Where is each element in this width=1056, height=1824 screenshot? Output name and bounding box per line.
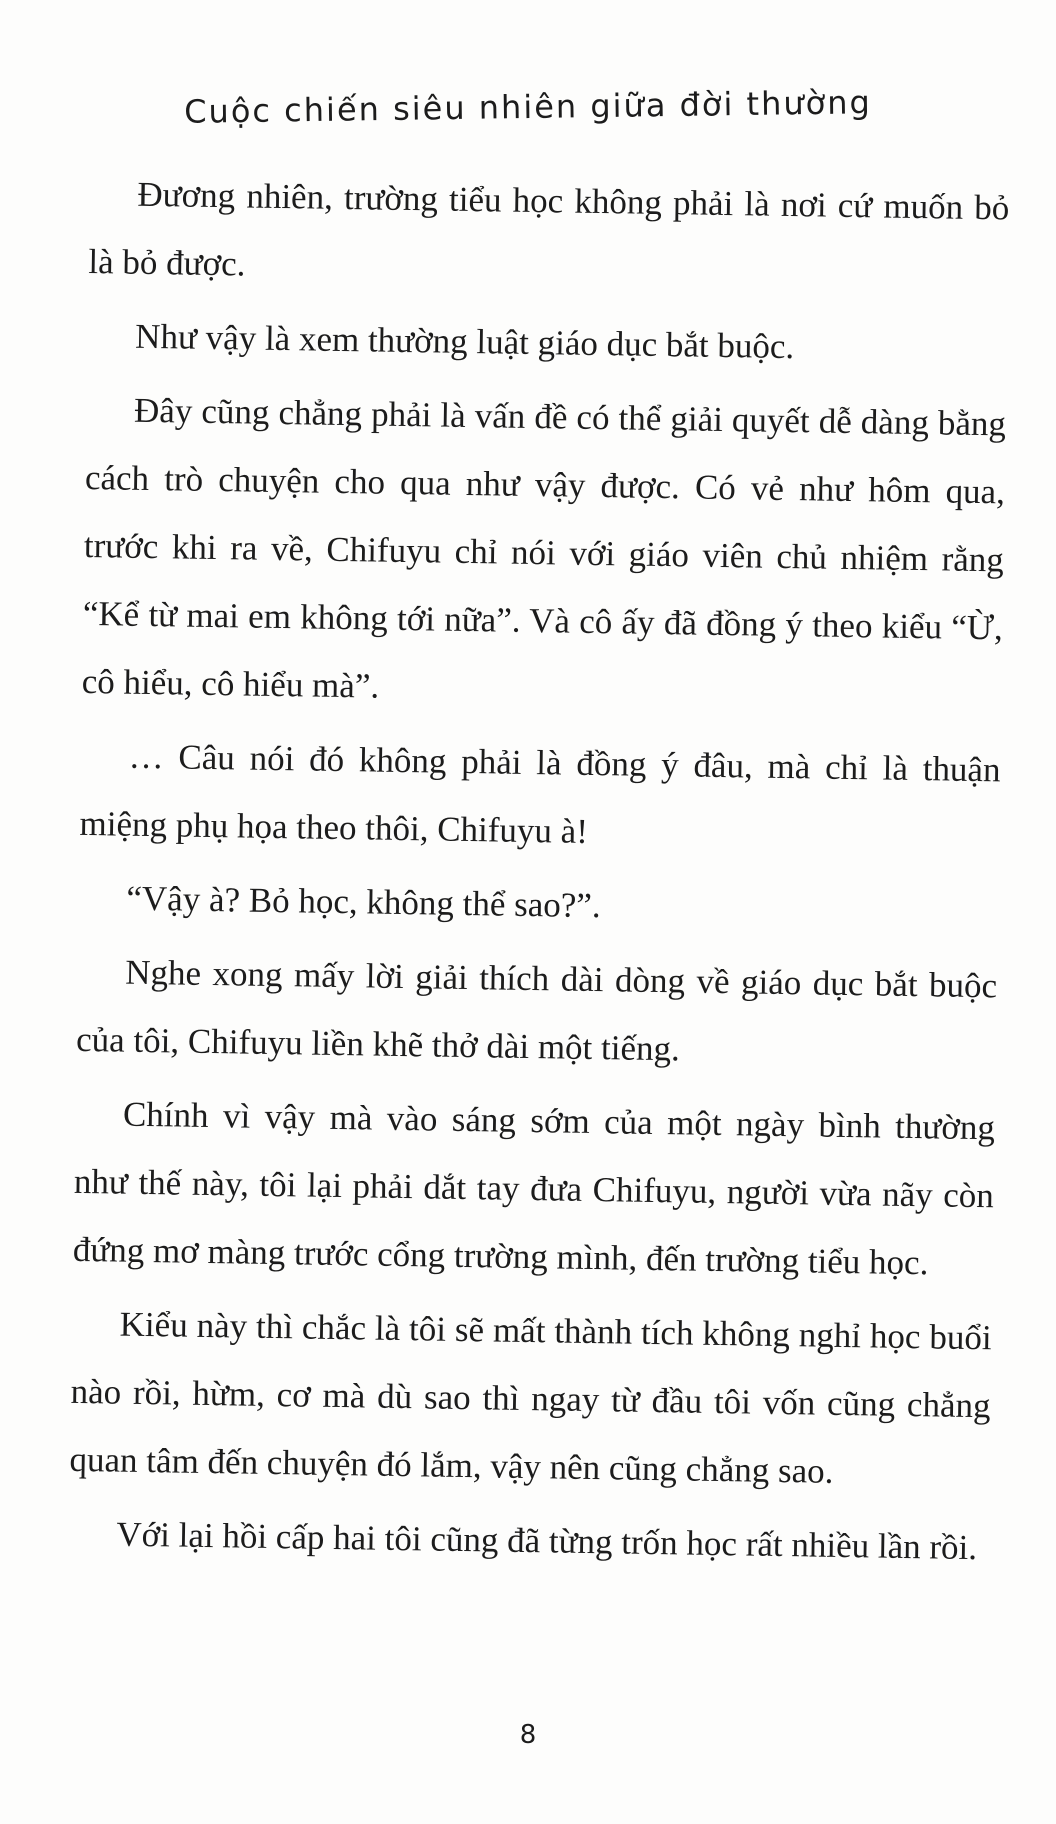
page-number: 8	[519, 1720, 537, 1750]
paragraph: Kiểu này thì chắc là tôi sẽ mất thành tích không nghỉ học buổi nào rồi, hừm, cơ mà dù sao thì ngay từ đầu tôi vốn cũng chẳng quan tâm đến chuyện đó lắm, vậy nên cũng chẳng sao.	[69, 1304, 992, 1491]
running-header: Cuộc chiến siêu nhiên giữa đời thường	[183, 83, 873, 131]
paragraph: Nghe xong mấy lời giải thích dài dòng về giáo dục bắt buộc của tôi, Chifuyu liền khẽ thở dài một tiếng.	[75, 952, 998, 1069]
paragraph: Đây cũng chẳng phải là vấn đề có thể giải quyết dễ dàng bằng cách trò chuyện cho qua như vậy được. Có vẻ như hôm qua, trước khi ra về, Chifuyu chỉ nói với giáo viên chủ nhiệm rằng “Kể từ mai em không tới nữa”. Và cô ấy đã đồng ý theo kiểu “Ừ, cô hiểu, cô hiểu mà”.	[81, 390, 1007, 706]
paragraph: “Vậy à? Bỏ học, không thể sao?”.	[126, 878, 601, 926]
paragraph: … Câu nói đó không phải là đồng ý đâu, mà chỉ là thuận miệng phụ họa theo thôi, Chifuyu à!	[79, 736, 1001, 851]
paragraph: Đương nhiên, trường tiểu học không phải là nơi cứ muốn bỏ là bỏ được.	[88, 174, 1010, 284]
paragraph: Với lại hồi cấp hai tôi cũng đã từng trốn học rất nhiều lần rồi.	[116, 1514, 978, 1568]
body-text	[68, 160, 1010, 1588]
paragraph: Chính vì vậy mà vào sáng sớm của một ngày bình thường như thế này, tôi lại phải dắt tay đưa Chifuyu, người vừa nãy còn đứng mơ màng trước cổng trường mình, đến trường tiểu học.	[72, 1094, 996, 1283]
paragraph: Như vậy là xem thường luật giáo dục bắt buộc.	[134, 316, 795, 367]
